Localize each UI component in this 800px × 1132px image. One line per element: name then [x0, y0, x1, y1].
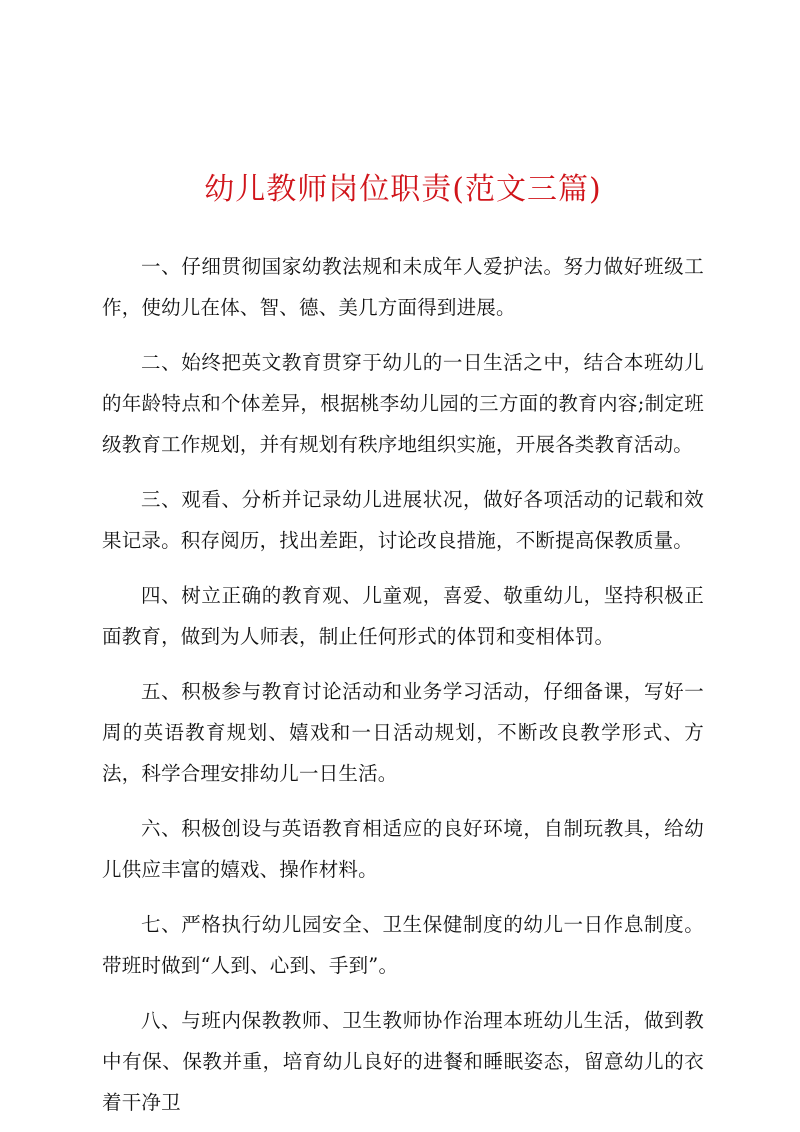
paragraph-2: 二、始终把英文教育贯穿于幼儿的一日生活之中，结合本班幼儿的年龄特点和个体差异，根据桃李幼儿园的三方面的教育内容;制定班级教育工作规划，并有规划有秩序地组织实施，开展各类教育活动。	[102, 351, 704, 456]
paragraph-6: 六、积极创设与英语教育相适应的良好环境，自制玩教具，给幼儿供应丰富的嬉戏、操作材料。	[102, 817, 704, 881]
paragraph-4: 四、树立正确的教育观、儿童观，喜爱、敬重幼儿，坚持积极正面教育，做到为人师表，制止任何形式的体罚和变相体罚。	[102, 584, 704, 648]
paragraph-7: 七、严格执行幼儿园安全、卫生保健制度的幼儿一日作息制度。带班时做到“人到、心到、手到”。	[102, 913, 704, 977]
paragraph-8: 八、与班内保教教师、卫生教师协作治理本班幼儿生活，做到教中有保、保教并重，培育幼儿良好的进餐和睡眠姿态，留意幼儿的衣着干净卫	[102, 1009, 704, 1114]
document-title: 幼儿教师岗位职责(范文三篇)	[204, 172, 602, 207]
paragraph-1: 一、仔细贯彻国家幼教法规和未成年人爱护法。努力做好班级工作，使幼儿在体、智、德、美几方面得到进展。	[102, 255, 704, 319]
paragraph-3: 三、观看、分析并记录幼儿进展状况，做好各项活动的记载和效果记录。积存阅历，找出差距，讨论改良措施，不断提高保教质量。	[102, 488, 704, 552]
paragraph-5: 五、积极参与教育讨论活动和业务学习活动，仔细备课，写好一周的英语教育规划、嬉戏和一日活动规划，不断改良教学形式、方法，科学合理安排幼儿一日生活。	[102, 680, 704, 785]
